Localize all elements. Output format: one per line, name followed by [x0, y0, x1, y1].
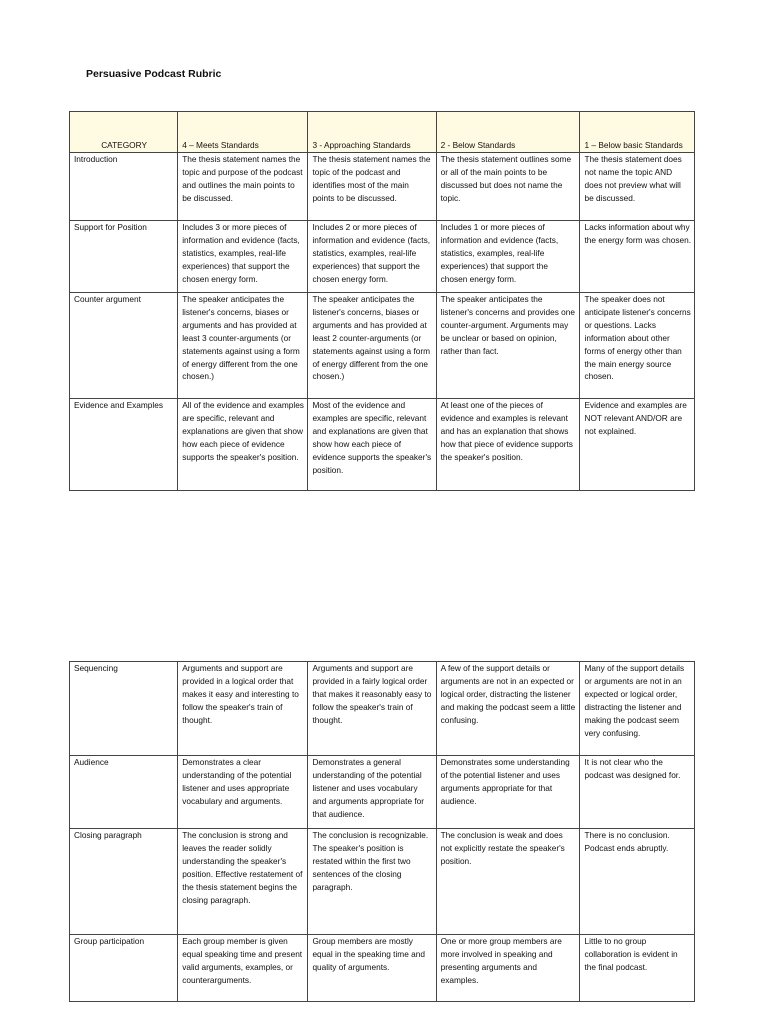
category-cell: Introduction	[70, 153, 178, 221]
level-1-cell: It is not clear who the podcast was designed for.	[580, 756, 695, 829]
level-1-cell: Little to no group collaboration is evident in the final podcast.	[580, 935, 695, 1002]
rubric-table-top	[69, 111, 695, 491]
level-1-cell: Lacks information about why the energy form was chosen.	[580, 221, 695, 293]
category-cell: Sequencing	[70, 662, 178, 756]
header-category: CATEGORY	[70, 112, 178, 153]
header-row	[70, 112, 695, 153]
level-1-cell: Many of the support details or arguments are not in an expected or logical order, distracting the listener and making the podcast seem very confusing.	[580, 662, 695, 756]
level-3-cell: Most of the evidence and examples are specific, relevant and explanations are given that show how each piece of evidence supports the speaker's position.	[308, 399, 436, 491]
table-row	[70, 662, 695, 756]
rubric-table-bottom	[69, 661, 695, 1002]
level-2-cell: A few of the support details or arguments are not in an expected or logical order, distracting the listener and making the podcast seem a little confusing.	[436, 662, 580, 756]
level-1-cell: The speaker does not anticipate listener's concerns or questions. Lacks information about other forms of energy other than the main energy source chosen.	[580, 293, 695, 399]
table-row	[70, 221, 695, 293]
document-title: Persuasive Podcast Rubric	[86, 68, 222, 80]
level-2-cell: Demonstrates some understanding of the potential listener and uses arguments appropriate for that audience.	[436, 756, 580, 829]
level-4-cell: The conclusion is strong and leaves the reader solidly understanding the speaker's position. Effective restatement of the thesis statement begins the closing paragraph.	[178, 829, 308, 935]
table-row	[70, 153, 695, 221]
level-3-cell: The speaker anticipates the listener's concerns, biases or arguments and has provided at least 2 counter-arguments (or statements against using a form of energy different from the one chosen.)	[308, 293, 436, 399]
level-4-cell: Includes 3 or more pieces of information and evidence (facts, statistics, examples, real-life experiences) that support the chosen energy form.	[178, 221, 308, 293]
level-4-cell: Arguments and support are provided in a logical order that makes it easy and interesting to follow the speaker's train of thought.	[178, 662, 308, 756]
header-level-4: 4 – Meets Standards	[178, 112, 308, 153]
table-row	[70, 399, 695, 491]
level-3-cell: Arguments and support are provided in a fairly logical order that makes it reasonably easy to follow the speaker's train of thought.	[308, 662, 436, 756]
level-4-cell: All of the evidence and examples are specific, relevant and explanations are given that show how each piece of evidence supports the speaker's position.	[178, 399, 308, 491]
category-cell: Counter argument	[70, 293, 178, 399]
header-level-1: 1 – Below basic Standards	[580, 112, 695, 153]
level-1-cell: The thesis statement does not name the topic AND does not preview what will be discussed.	[580, 153, 695, 221]
level-1-cell: Evidence and examples are NOT relevant AND/OR are not explained.	[580, 399, 695, 491]
level-2-cell: Includes 1 or more pieces of information and evidence (facts, statistics, examples, real-life experiences) that support the chosen energy form.	[436, 221, 580, 293]
level-2-cell: The conclusion is weak and does not explicitly restate the speaker's position.	[436, 829, 580, 935]
level-3-cell: The thesis statement names the topic of the podcast and identifies most of the main points to be discussed.	[308, 153, 436, 221]
level-4-cell: Demonstrates a clear understanding of the potential listener and uses appropriate vocabulary and arguments.	[178, 756, 308, 829]
level-3-cell: Demonstrates a general understanding of the potential listener and uses vocabulary and arguments appropriate for that audience.	[308, 756, 436, 829]
table-row	[70, 293, 695, 399]
level-3-cell: Includes 2 or more pieces of information and evidence (facts, statistics, examples, real-life experiences) that support the chosen energy form.	[308, 221, 436, 293]
table-row	[70, 829, 695, 935]
category-cell: Audience	[70, 756, 178, 829]
category-cell: Support for Position	[70, 221, 178, 293]
level-1-cell: There is no conclusion. Podcast ends abruptly.	[580, 829, 695, 935]
level-3-cell: Group members are mostly equal in the speaking time and quality of arguments.	[308, 935, 436, 1002]
level-2-cell: At least one of the pieces of evidence and examples is relevant and has an explanation that shows how that piece of evidence supports the speaker's position.	[436, 399, 580, 491]
category-cell: Closing paragraph	[70, 829, 178, 935]
table-row	[70, 756, 695, 829]
level-2-cell: The speaker anticipates the listener's concerns and provides one counter-argument. Arguments may be unclear or based on opinion, rather than fact.	[436, 293, 580, 399]
level-4-cell: Each group member is given equal speaking time and present valid arguments, examples, or counterarguments.	[178, 935, 308, 1002]
level-2-cell: One or more group members are more involved in speaking and presenting arguments and examples.	[436, 935, 580, 1002]
level-4-cell: The thesis statement names the topic and purpose of the podcast and outlines the main points to be discussed.	[178, 153, 308, 221]
header-level-2: 2 - Below Standards	[436, 112, 580, 153]
level-3-cell: The conclusion is recognizable. The speaker's position is restated within the first two sentences of the closing paragraph.	[308, 829, 436, 935]
category-cell: Evidence and Examples	[70, 399, 178, 491]
level-4-cell: The speaker anticipates the listener's concerns, biases or arguments and has provided at least 3 counter-arguments (or statements against using a form of energy different from the one chosen.)	[178, 293, 308, 399]
category-cell: Group participation	[70, 935, 178, 1002]
header-level-3: 3 - Approaching Standards	[308, 112, 436, 153]
table-row	[70, 935, 695, 1002]
level-2-cell: The thesis statement outlines some or all of the main points to be discussed but does not name the topic.	[436, 153, 580, 221]
